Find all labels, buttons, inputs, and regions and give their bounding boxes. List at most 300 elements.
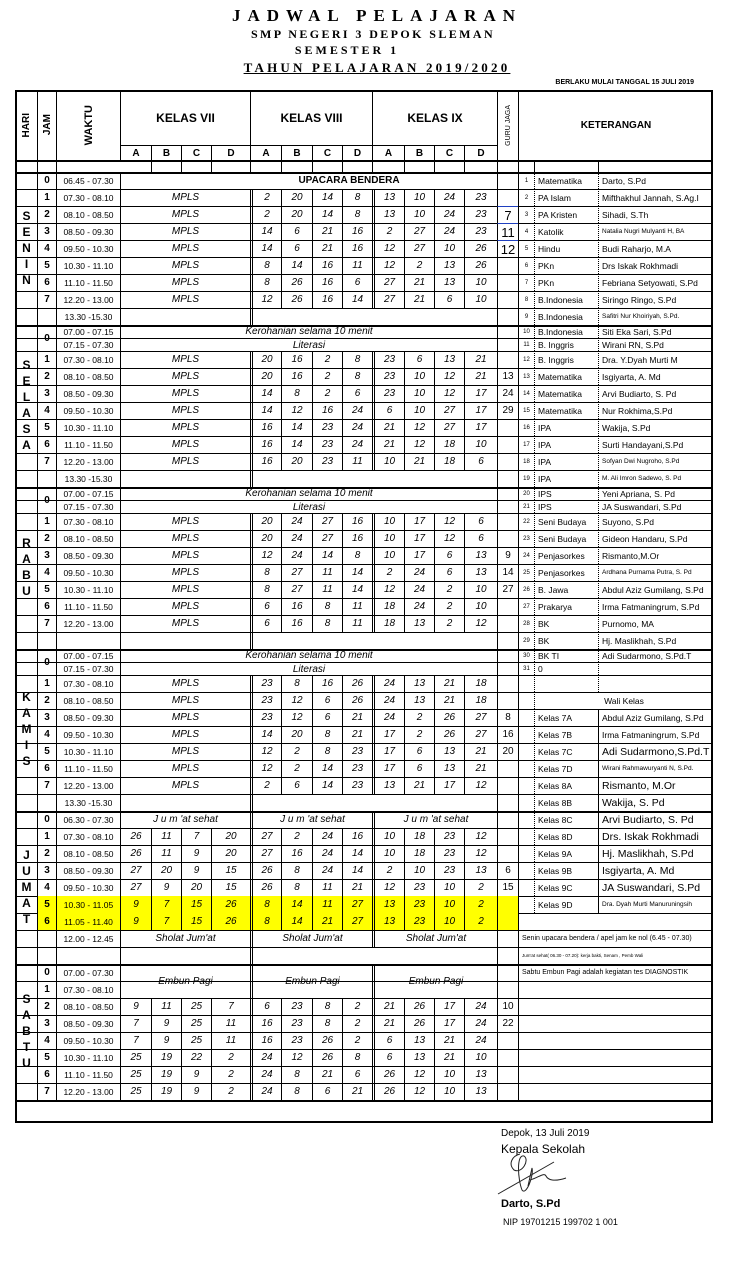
- lesson-cell-ix: 26: [372, 1083, 404, 1100]
- guru-jaga-cell: [497, 662, 518, 675]
- kelas-header-vii: KELAS VII: [120, 90, 250, 145]
- lesson-cell-viii: 8: [250, 257, 281, 274]
- lesson-cell-viii: 11: [312, 896, 342, 913]
- kelas-header-viii: KELAS VIII: [250, 90, 372, 145]
- teacher-subject: Matematika: [534, 368, 598, 385]
- lesson-cell-viii: 20: [281, 206, 312, 223]
- lesson-cell-ix: 26: [434, 726, 464, 743]
- teacher-no: 25: [518, 564, 534, 581]
- empty-cell: [518, 675, 534, 692]
- lesson-cell-viii: 16: [342, 530, 372, 547]
- waktu-cell: 08.50 - 09.30: [56, 385, 120, 402]
- activity-cell-vii: MPLS: [120, 692, 250, 709]
- lesson-cell-ix: 2: [372, 223, 404, 240]
- teacher-subject: Penjasorkes: [534, 547, 598, 564]
- lesson-cell-ix: 23: [434, 828, 464, 845]
- guru-jaga-cell: 6: [497, 862, 518, 879]
- guru-jaga-cell: [497, 513, 518, 530]
- lesson-cell-viii: 8: [250, 581, 281, 598]
- wali-kelas-class: Kelas 9B: [534, 862, 598, 879]
- row-divider: [17, 1100, 711, 1102]
- empty-cell: [120, 794, 250, 811]
- lesson-cell-viii: 16: [342, 240, 372, 257]
- lesson-cell-ix: 24: [372, 675, 404, 692]
- guru-jaga-cell: [497, 1083, 518, 1100]
- lesson-cell-ix: 17: [404, 530, 434, 547]
- lesson-cell-viii: 14: [312, 760, 342, 777]
- wali-kelas-class: Kelas 8D: [534, 828, 598, 845]
- lesson-cell-ix: 2: [434, 581, 464, 598]
- guru-jaga-cell: [497, 692, 518, 709]
- teacher-name: Yeni Apriana, S. Pd: [598, 487, 713, 500]
- lesson-cell-viii: 24: [342, 419, 372, 436]
- lesson-cell-viii: 20: [250, 513, 281, 530]
- lesson-cell-ix: 17: [434, 998, 464, 1015]
- activity-cell-vii: MPLS: [120, 564, 250, 581]
- guru-jaga-cell: [497, 896, 518, 913]
- lesson-cell-vii: 15: [181, 896, 211, 913]
- waktu-cell: 10.30 - 11.10: [56, 1049, 120, 1066]
- lesson-cell-ix: 12: [464, 845, 497, 862]
- lesson-cell-ix: 13: [464, 547, 497, 564]
- jam-cell: 2: [37, 530, 56, 547]
- waktu-cell: [56, 947, 120, 964]
- wali-kelas-name: Abdul Aziz Gumilang, S.Pd: [598, 709, 713, 726]
- teacher-no: 21: [518, 500, 534, 513]
- lesson-cell-viii: 23: [342, 777, 372, 794]
- teacher-no: 17: [518, 436, 534, 453]
- lesson-cell-viii: 14: [281, 257, 312, 274]
- lesson-cell-ix: 2: [372, 862, 404, 879]
- lesson-cell-viii: 27: [281, 581, 312, 598]
- lesson-cell-ix: 6: [434, 547, 464, 564]
- lesson-cell-viii: 14: [250, 223, 281, 240]
- waktu-cell: 06.45 - 07.30: [56, 172, 120, 189]
- empty-cell: [534, 675, 598, 692]
- lesson-cell-ix: 10: [372, 513, 404, 530]
- lesson-cell-ix: 13: [372, 913, 404, 930]
- lesson-cell-ix: 23: [372, 351, 404, 368]
- lesson-cell-ix: 24: [404, 598, 434, 615]
- teacher-name: Siringo Ringo, S.Pd: [598, 291, 713, 308]
- teacher-no: 4: [518, 223, 534, 240]
- teacher-name: Siti Eka Sari, S.Pd: [598, 325, 713, 338]
- activity-cell-vii: MPLS: [120, 402, 250, 419]
- lesson-cell-viii: 8: [281, 862, 312, 879]
- lesson-cell-ix: 17: [404, 547, 434, 564]
- teacher-subject: BK: [534, 632, 598, 649]
- lesson-cell-viii: 8: [281, 1066, 312, 1083]
- lesson-cell-ix: 12: [372, 879, 404, 896]
- teacher-no: 11: [518, 338, 534, 351]
- waktu-cell: 10.30 - 11.10: [56, 743, 120, 760]
- lesson-cell-viii: 14: [342, 845, 372, 862]
- waktu-cell: 07.30 - 08.10: [56, 675, 120, 692]
- lesson-cell-vii: 26: [120, 845, 151, 862]
- lesson-cell-vii: 19: [151, 1049, 181, 1066]
- lesson-cell-viii: 8: [250, 564, 281, 581]
- lesson-cell-viii: 8: [250, 913, 281, 930]
- wali-kelas-name: Drs. Iskak Rokhmadi: [598, 828, 713, 845]
- lesson-cell-viii: 16: [250, 1032, 281, 1049]
- activity-span: Literasi: [120, 500, 497, 513]
- jam-cell: 7: [37, 1083, 56, 1100]
- jam-cell: 1: [37, 675, 56, 692]
- lesson-cell-viii: 23: [312, 453, 342, 470]
- waktu-cell: 12.20 - 13.00: [56, 1083, 120, 1100]
- jam-cell: 7: [37, 615, 56, 632]
- lesson-cell-ix: 26: [404, 1015, 434, 1032]
- jam-cell: 5: [37, 581, 56, 598]
- teacher-no: 1: [518, 172, 534, 189]
- lesson-cell-ix: 6: [372, 402, 404, 419]
- jam-cell: 0: [37, 964, 56, 981]
- lesson-cell-viii: 23: [281, 998, 312, 1015]
- teacher-subject: Penjasorkes: [534, 564, 598, 581]
- lesson-cell-vii: 11: [211, 1015, 250, 1032]
- lesson-cell-viii: 23: [281, 1032, 312, 1049]
- lesson-cell-ix: 24: [464, 998, 497, 1015]
- lesson-cell-viii: 6: [281, 223, 312, 240]
- lesson-cell-ix: 21: [464, 743, 497, 760]
- note: Jum'at sehat( 06.30 - 07.20): kerja bakti, Senam , Pemb Wali: [518, 947, 713, 964]
- waktu-cell: 08.50 - 09.30: [56, 223, 120, 240]
- empty-cell: [518, 845, 534, 862]
- guru-jaga-cell: [497, 325, 518, 338]
- teacher-subject: B.Indonesia: [534, 325, 598, 338]
- empty-cell: [518, 1049, 713, 1066]
- activity-cell-vii: MPLS: [120, 530, 250, 547]
- lesson-cell-vii: 9: [181, 1066, 211, 1083]
- lesson-cell-viii: 6: [342, 385, 372, 402]
- lesson-cell-viii: 6: [312, 692, 342, 709]
- guru-jaga-cell: [497, 189, 518, 206]
- lesson-cell-viii: 27: [250, 828, 281, 845]
- lesson-cell-vii: 9: [120, 913, 151, 930]
- empty-cell: [120, 308, 250, 325]
- lesson-cell-viii: 8: [250, 896, 281, 913]
- teacher-no: 5: [518, 240, 534, 257]
- lesson-cell-ix: 23: [434, 845, 464, 862]
- lesson-cell-ix: 26: [464, 257, 497, 274]
- guru-jaga-cell: 11: [497, 223, 518, 240]
- hari-header-label: HARI: [20, 112, 32, 138]
- lesson-cell-viii: 21: [342, 726, 372, 743]
- lesson-cell-ix: 21: [404, 291, 434, 308]
- lesson-cell-ix: 23: [464, 223, 497, 240]
- lesson-cell-viii: 8: [312, 1015, 342, 1032]
- activity-cell-vii: MPLS: [120, 615, 250, 632]
- lesson-cell-viii: 20: [281, 726, 312, 743]
- lesson-cell-viii: 14: [250, 402, 281, 419]
- guru-jaga-cell: [497, 453, 518, 470]
- lesson-cell-viii: 11: [342, 257, 372, 274]
- lesson-cell-ix: 10: [372, 547, 404, 564]
- lesson-cell-viii: 16: [342, 223, 372, 240]
- lesson-cell-ix: 10: [434, 913, 464, 930]
- lesson-cell-vii: 15: [181, 913, 211, 930]
- wali-kelas-name: Rismanto, M.Or: [598, 777, 713, 794]
- lesson-cell-ix: 10: [404, 862, 434, 879]
- lesson-cell-ix: 6: [404, 351, 434, 368]
- lesson-cell-viii: 12: [281, 402, 312, 419]
- signature-nip: NIP 19701215 199702 1 001: [503, 1217, 618, 1227]
- lesson-cell-ix: 13: [434, 760, 464, 777]
- waktu-cell: 11.10 - 11.50: [56, 1066, 120, 1083]
- lesson-cell-ix: 6: [464, 453, 497, 470]
- lesson-cell-vii: 19: [151, 1066, 181, 1083]
- jam-cell: 7: [37, 777, 56, 794]
- activity-cell-vii: MPLS: [120, 581, 250, 598]
- lesson-cell-viii: 23: [342, 743, 372, 760]
- wali-kelas-class: Kelas 7C: [534, 743, 598, 760]
- lesson-cell-ix: 10: [464, 291, 497, 308]
- waktu-cell: 07.15 - 07.30: [56, 338, 120, 351]
- lesson-cell-viii: 12: [250, 547, 281, 564]
- lesson-cell-viii: 24: [281, 530, 312, 547]
- lesson-cell-ix: 12: [372, 240, 404, 257]
- activity-cell-vii: MPLS: [120, 274, 250, 291]
- lesson-cell-ix: 13: [372, 189, 404, 206]
- jam-cell: 5: [37, 419, 56, 436]
- valid-from: BERLAKU MULAI TANGGAL 15 JULI 2019: [555, 79, 694, 86]
- guru-jaga-cell: [497, 828, 518, 845]
- lesson-cell-viii: 16: [312, 402, 342, 419]
- lesson-cell-vii: 11: [151, 998, 181, 1015]
- lesson-cell-viii: 26: [281, 291, 312, 308]
- lesson-cell-ix: 10: [464, 436, 497, 453]
- activity-cell-vii: MPLS: [120, 760, 250, 777]
- lesson-cell-viii: 26: [250, 862, 281, 879]
- jam-cell: 4: [37, 402, 56, 419]
- lesson-cell-ix: 26: [372, 1066, 404, 1083]
- empty-cell: [250, 470, 497, 487]
- blank-divider: [37, 160, 38, 172]
- teacher-no: 29: [518, 632, 534, 649]
- lesson-cell-ix: 24: [464, 1032, 497, 1049]
- lesson-cell-vii: 20: [181, 879, 211, 896]
- teacher-subject: Prakarya: [534, 598, 598, 615]
- lesson-cell-viii: 24: [312, 845, 342, 862]
- lesson-cell-vii: 20: [151, 862, 181, 879]
- lesson-cell-viii: 16: [281, 368, 312, 385]
- lesson-cell-ix: 13: [464, 862, 497, 879]
- wali-kelas-class: Kelas 7D: [534, 760, 598, 777]
- lesson-cell-ix: 10: [404, 189, 434, 206]
- lesson-cell-vii: 9: [151, 879, 181, 896]
- lesson-cell-vii: 7: [151, 896, 181, 913]
- lesson-cell-viii: 24: [250, 1049, 281, 1066]
- lesson-cell-vii: 9: [120, 896, 151, 913]
- lesson-cell-viii: 16: [342, 513, 372, 530]
- waktu-cell: 07.30 - 08.10: [56, 828, 120, 845]
- waktu-cell: 11.10 - 11.50: [56, 436, 120, 453]
- lesson-cell-viii: 2: [281, 828, 312, 845]
- jam-cell: 6: [37, 598, 56, 615]
- teacher-name: Sofyan Dwi Nugroho, S.Pd: [598, 453, 713, 470]
- day-label-jumat: JUMAT: [19, 847, 34, 928]
- lesson-cell-viii: 12: [250, 760, 281, 777]
- guru-jaga-cell: 20: [497, 743, 518, 760]
- empty-cell: [518, 981, 713, 998]
- lesson-cell-viii: 12: [250, 743, 281, 760]
- teacher-name: Nur Rokhima,S.Pd: [598, 402, 713, 419]
- title: JADWAL PELAJARAN: [231, 6, 523, 25]
- teacher-subject: Matematika: [534, 172, 598, 189]
- blank-divider: [464, 160, 465, 172]
- waktu-cell: 12.20 - 13.00: [56, 453, 120, 470]
- jam-cell: 3: [37, 862, 56, 879]
- empty-cell: [518, 913, 713, 930]
- lesson-cell-ix: 21: [372, 436, 404, 453]
- blank-divider: [518, 160, 519, 172]
- activity-cell-vii: MPLS: [120, 547, 250, 564]
- guru-jaga-cell: [497, 777, 518, 794]
- lesson-cell-vii: 9: [181, 845, 211, 862]
- lesson-cell-viii: 8: [312, 998, 342, 1015]
- lesson-cell-viii: 14: [281, 913, 312, 930]
- activity-cell-viii: J u m 'at sehat: [250, 811, 372, 828]
- lesson-cell-ix: 24: [464, 1015, 497, 1032]
- lesson-cell-viii: 24: [312, 862, 342, 879]
- activity-cell-ix: Sholat Jum'at: [372, 930, 497, 947]
- lesson-cell-vii: 26: [211, 913, 250, 930]
- lesson-cell-viii: 2: [342, 998, 372, 1015]
- guru-jaga-cell: 13: [497, 368, 518, 385]
- blank-divider: [151, 160, 152, 172]
- activity-span: Kerohanian selama 10 menit: [120, 487, 497, 500]
- lesson-cell-viii: 6: [250, 615, 281, 632]
- lesson-cell-viii: 16: [312, 274, 342, 291]
- lesson-cell-ix: 6: [372, 1049, 404, 1066]
- wali-kelas-title: Wali Kelas: [534, 692, 713, 709]
- empty-cell: [518, 743, 534, 760]
- lesson-cell-viii: 27: [342, 896, 372, 913]
- guru-jaga-cell: [497, 760, 518, 777]
- empty-cell: [518, 896, 534, 913]
- waktu-cell: 07.00 - 07.15: [56, 649, 120, 662]
- activity-cell-vii: MPLS: [120, 513, 250, 530]
- teacher-name: [598, 662, 713, 675]
- lesson-cell-ix: 23: [372, 368, 404, 385]
- empty-cell: [518, 1083, 713, 1100]
- lesson-cell-ix: 13: [372, 206, 404, 223]
- lesson-cell-ix: 24: [372, 709, 404, 726]
- teacher-no: 13: [518, 368, 534, 385]
- lesson-cell-viii: 23: [281, 1015, 312, 1032]
- lesson-cell-ix: 18: [434, 436, 464, 453]
- lesson-cell-viii: 23: [342, 760, 372, 777]
- lesson-cell-ix: 12: [372, 257, 404, 274]
- lesson-cell-ix: 12: [434, 385, 464, 402]
- activity-cell-vii: MPLS: [120, 436, 250, 453]
- lesson-cell-viii: 12: [281, 692, 312, 709]
- teacher-name: JA Suswandari, S.Pd: [598, 500, 713, 513]
- lesson-cell-ix: 24: [434, 189, 464, 206]
- teacher-name: Darto, S.Pd: [598, 172, 713, 189]
- teacher-subject: IPS: [534, 487, 598, 500]
- lesson-cell-viii: 27: [250, 845, 281, 862]
- teacher-no: 24: [518, 547, 534, 564]
- lesson-cell-ix: 12: [404, 1083, 434, 1100]
- lesson-cell-ix: 24: [434, 223, 464, 240]
- lesson-cell-ix: 24: [372, 692, 404, 709]
- lesson-cell-ix: 21: [404, 777, 434, 794]
- teacher-subject: IPA: [534, 436, 598, 453]
- guru-jaga-cell: 14: [497, 564, 518, 581]
- lesson-cell-viii: 2: [312, 385, 342, 402]
- waktu-cell: 09.50 - 10.30: [56, 879, 120, 896]
- teacher-subject: PKn: [534, 274, 598, 291]
- empty-cell: [518, 811, 534, 828]
- lesson-cell-vii: 25: [181, 1015, 211, 1032]
- activity-cell-vii: MPLS: [120, 419, 250, 436]
- teacher-no: 9: [518, 308, 534, 325]
- lesson-cell-ix: 10: [372, 530, 404, 547]
- lesson-cell-ix: 18: [404, 828, 434, 845]
- guru-jaga-cell: 24: [497, 385, 518, 402]
- lesson-cell-viii: 6: [312, 709, 342, 726]
- guru-jaga-cell: [497, 500, 518, 513]
- lesson-cell-viii: 27: [312, 513, 342, 530]
- lesson-cell-viii: 11: [312, 564, 342, 581]
- lesson-cell-viii: 26: [312, 1049, 342, 1066]
- lesson-cell-vii: 7: [151, 913, 181, 930]
- wali-kelas-class: Kelas 7B: [534, 726, 598, 743]
- jam-cell: 4: [37, 240, 56, 257]
- lesson-cell-ix: 13: [434, 274, 464, 291]
- waktu-cell: 08.10 - 08.50: [56, 692, 120, 709]
- lesson-cell-viii: 12: [281, 709, 312, 726]
- guru-jaga-cell: [497, 930, 518, 947]
- teacher-no: 27: [518, 598, 534, 615]
- kelas-ix-sub-header: A: [372, 145, 404, 160]
- lesson-cell-viii: 2: [281, 760, 312, 777]
- waktu-cell: 13.30 -15.30: [56, 470, 120, 487]
- waktu-cell: 12.20 - 13.00: [56, 291, 120, 308]
- empty-cell: [518, 709, 534, 726]
- waktu-cell: 10.30 - 11.10: [56, 581, 120, 598]
- waktu-cell: 11.10 - 11.50: [56, 598, 120, 615]
- lesson-cell-viii: 14: [281, 436, 312, 453]
- blank-divider: [211, 160, 212, 172]
- lesson-cell-ix: 21: [464, 760, 497, 777]
- lesson-cell-viii: 2: [342, 1015, 372, 1032]
- waktu-cell: 07.15 - 07.30: [56, 500, 120, 513]
- teacher-subject: B.Indonesia: [534, 291, 598, 308]
- jam-cell: 2: [37, 845, 56, 862]
- lesson-cell-vii: 25: [120, 1049, 151, 1066]
- empty-cell: [250, 632, 497, 649]
- lesson-cell-ix: 12: [404, 1066, 434, 1083]
- waktu-cell: 08.50 - 09.30: [56, 862, 120, 879]
- activity-cell-vii: MPLS: [120, 385, 250, 402]
- lesson-cell-ix: 2: [464, 913, 497, 930]
- lesson-cell-viii: 14: [342, 862, 372, 879]
- keterangan-header: KETERANGAN: [518, 90, 713, 160]
- lesson-cell-viii: 24: [281, 513, 312, 530]
- lesson-cell-ix: 13: [404, 1032, 434, 1049]
- lesson-cell-ix: 23: [464, 189, 497, 206]
- teacher-no: 15: [518, 402, 534, 419]
- jam-cell: 6: [37, 1066, 56, 1083]
- lesson-cell-viii: 2: [312, 351, 342, 368]
- lesson-cell-ix: 27: [404, 240, 434, 257]
- school-name: SMP NEGERI 3 DEPOK SLEMAN: [250, 27, 496, 41]
- waktu-cell: 09.50 - 10.30: [56, 1032, 120, 1049]
- teacher-subject: B. Inggris: [534, 338, 598, 351]
- teacher-subject: IPA: [534, 470, 598, 487]
